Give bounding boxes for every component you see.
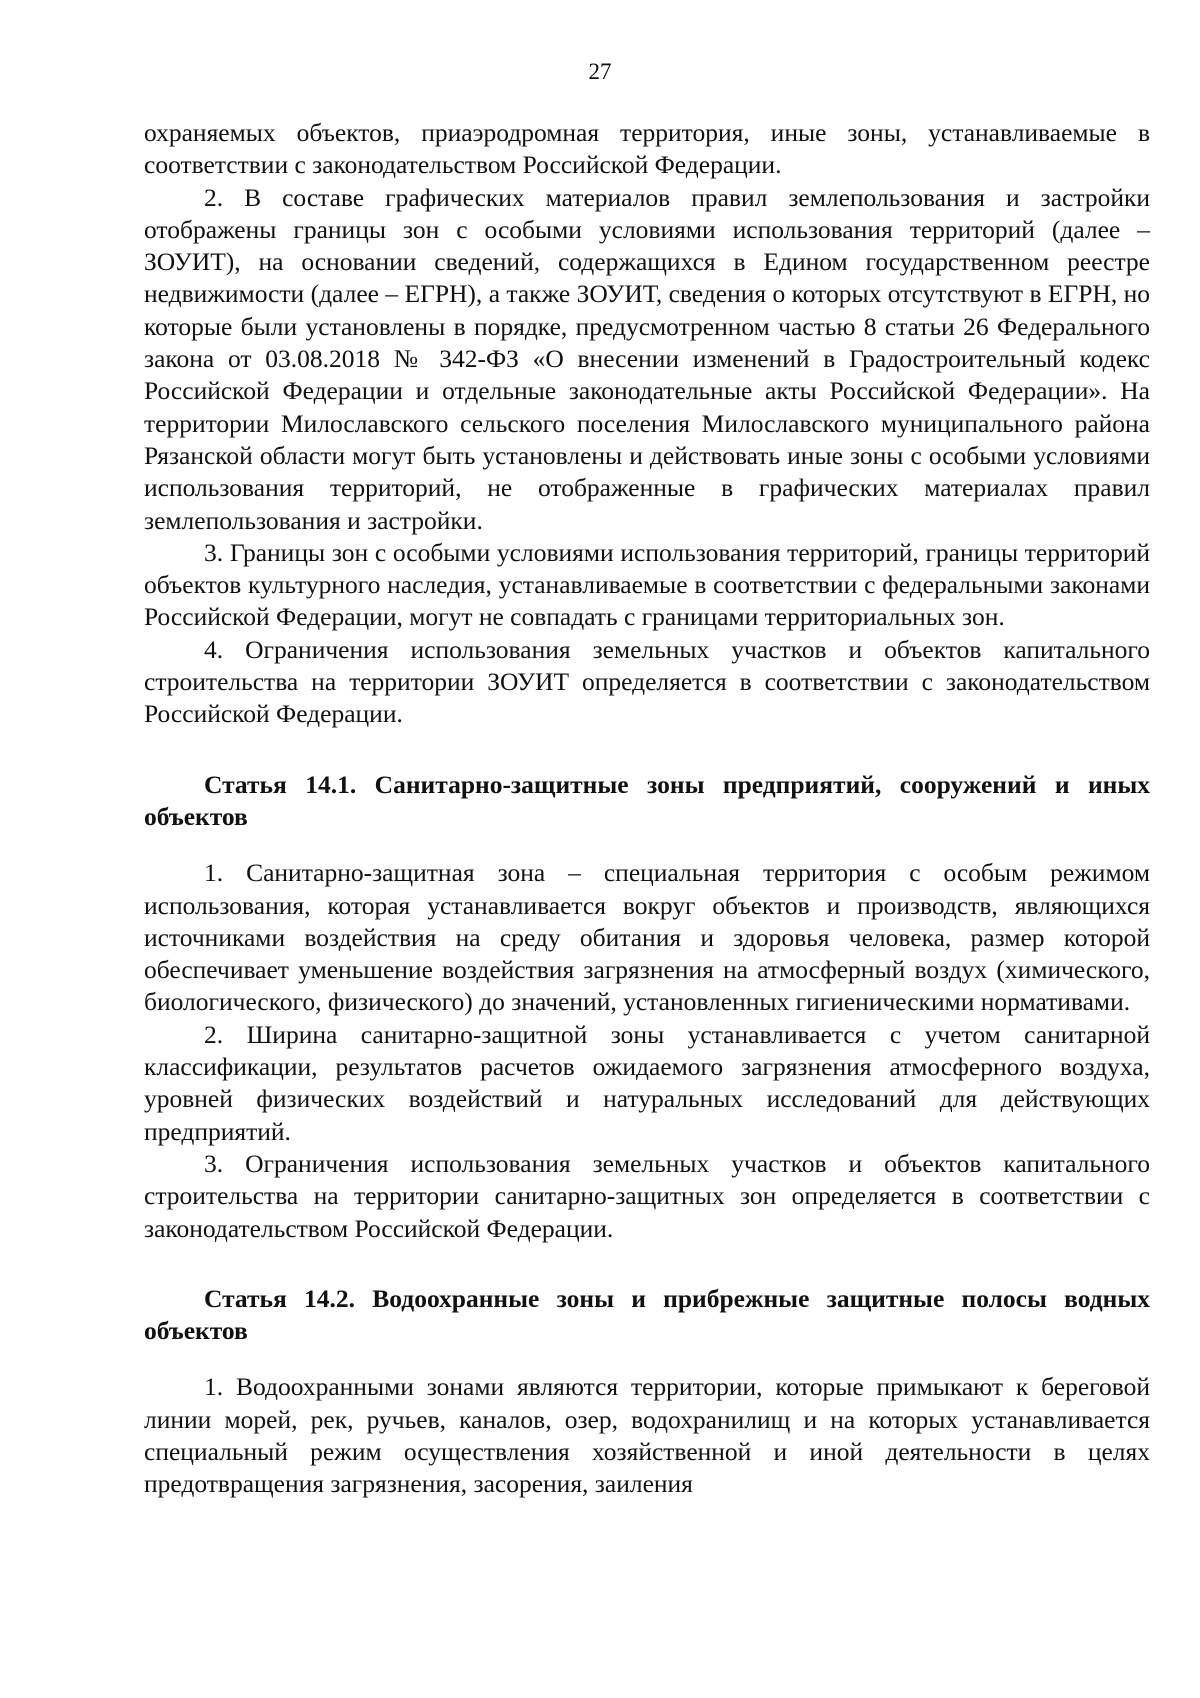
article-14-1-paragraph-2: 2. Ширина санитарно-защитной зоны устанавливается с учетом санитарной классификации, результатов расчетов ожидаемого загрязнения атмосферного воздуха, уровней физических воздействий и натуральных исследований для действующих предприятий. bbox=[144, 1019, 1150, 1146]
page-number: 27 bbox=[588, 59, 612, 84]
article-14-1-paragraph-1: 1. Санитарно-защитная зона – специальная территория с особым режимом использования, которая устанавливается вокруг объектов и производств, являющихся источниками воздействия на среду обитания и здоровья человека, размер которой обеспечивает уменьшение воздействия загрязнения на атмосферный воздух (химического, биологического, физического) до значений, установленных гигиеническими нормативами. bbox=[144, 858, 1150, 1017]
paragraph-continuation: охраняемых объектов, приаэродромная территория, иные зоны, устанавливаемые в соответствии с законодательством Российской Федерации. bbox=[144, 118, 1150, 180]
article-14-2-paragraph-1: 1. Водоохранными зонами являются территории, которые примыкают к береговой линии морей, рек, ручьев, каналов, озер, водохранилищ и на которых устанавливается специальный режим осуществления хозяйственной и иной деятельности в целях предотвращения загрязнения, засорения, заиления bbox=[144, 1372, 1150, 1499]
article-14-1-heading: Статья 14.1. Санитарно-защитные зоны предприятий, сооружений и иных объектов bbox=[144, 769, 1150, 831]
spacer bbox=[144, 1347, 1150, 1371]
paragraph-3: 3. Границы зон с особыми условиями использования территорий, границы территорий объектов культурного наследия, устанавливаемые в соответствии с федеральными законами Российской Федерации, могут не совпадать с границами территориальных зон. bbox=[144, 537, 1150, 632]
document-body bbox=[144, 117, 1150, 1501]
spacer bbox=[144, 833, 1150, 857]
paragraph-2: 2. В составе графических материалов правил землепользования и застройки отображены границы зон с особыми условиями использования территорий (далее – ЗОУИТ), на основании сведений, содержащихся в Едином государственном реестре недвижимости (далее – ЕГРН), а также ЗОУИТ, сведения о которых отсутствуют в ЕГРН, но которые были установлены в порядке, предусмотренном частью 8 статьи 26 Федерального закона от 03.08.2018 № 342-ФЗ «О внесении изменений в Градостроительный кодекс Российской Федерации и отдельные законодательные акты Российской Федерации». На территории Милославского сельского поселения Милославского муниципального района Рязанской области могут быть установлены и действовать иные зоны с особыми условиями использования территорий, не отображенные в графических материалах правил землепользования и застройки. bbox=[144, 182, 1150, 535]
spacer bbox=[144, 1245, 1150, 1283]
article-14-1-paragraph-3: 3. Ограничения использования земельных участков и объектов капитального строительства на территории санитарно-защитных зон определяется в соответствии с законодательством Российской Федерации. bbox=[144, 1148, 1150, 1243]
article-14-2-heading: Статья 14.2. Водоохранные зоны и прибрежные защитные полосы водных объектов bbox=[144, 1283, 1150, 1346]
paragraph-4: 4. Ограничения использования земельных участков и объектов капитального строительства на территории ЗОУИТ определяется в соответствии с законодательством Российской Федерации. bbox=[144, 634, 1150, 729]
spacer bbox=[144, 731, 1150, 769]
